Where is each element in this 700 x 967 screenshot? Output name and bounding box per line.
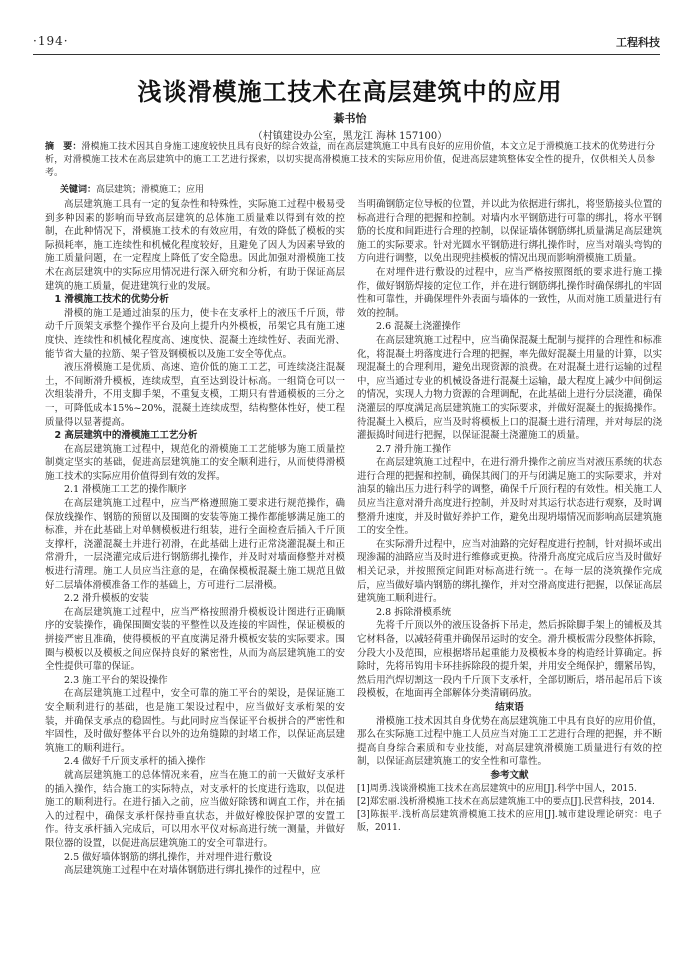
reference-item: [1]周勇.浅谈滑模施工技术在高层建筑中的应用[J].科学中国人，2015. (357, 783, 637, 794)
left-column (45, 198, 345, 878)
journal-section: 工程科技 (616, 36, 660, 49)
paragraph: 就高层建筑施工的总体情况来看，应当在施工的前一天做好支承杆的插入操作，结合施工的实际特点，对支承杆的长度进行选取，以促进施工的顺利进行。在进行插入之前，应当做好除锈和调直工作，并在插入的过程中，确保支承杆保持垂直状态，并做好橡胶保护罩的安置工作。待支承杆插入完成后，可以用水平仪对标高进行统一测量，并做好限位器的设置，以促进高层建筑施工的安全可靠进行。 (45, 769, 345, 849)
keywords-label: 关键词： (60, 185, 97, 195)
paragraph: 滑模施工技术因其自身优势在高层建筑施工中具有良好的应用价值，那么在实际施工过程中施工人员应当对施工工艺进行合理的把握，并不断提高自身综合素质和专业技能，对高层建筑滑模施工质量进行有效的控制，以保证高层建筑施工的安全性和可靠性。 (357, 715, 662, 768)
section-heading: 1 滑模施工技术的优势分析 (54, 294, 169, 306)
page-number: ·194· (33, 34, 69, 48)
paragraph: 在高层建筑施工过程中，安全可靠的施工平台的架设，是保证施工安全顺利进行的基础，也是施工架设过程中，应当做好支承桁架的安装，并确保支承点的稳固性。与此同时应当保证平台板拼合的严密性和牢固性，及时做好整体平台以外的边角缝隙的封堵工作，以保证高层建筑施工的顺利进行。 (45, 688, 345, 754)
subsection-heading: 2.6 混凝土浇灌操作 (376, 321, 461, 333)
paragraph: 先将千斤顶以外的液压设备拆下吊走，然后拆除脚手架上的铺板及其它材料备，以减轻荷重并确保吊运时的安全。滑升模板需分段整体拆除，分段大小及范围，应根据塔吊起重能力及模板本身的构造经计算确定。拆除时，先将吊钩用卡环挂拆除段的提升架，并用安全绳保护，绷紧吊钩，然后用汽焊切割这一段内千斤顶下支承杆，全部切断后，塔吊起吊后下该段模板，在地面再全部解体分类清刷码放。 (357, 620, 662, 700)
subsection-heading: 2.5 做好墙体钢筋的绑扎操作，并对埋件进行敷设 (64, 851, 273, 863)
abstract-text: 滑模施工技术因其自身施工速度较快且具有良好的综合效益，而在高层建筑施工中具有良好的应用价值，本文立足于滑模施工技术的优势进行分析，对滑模施工技术在高层建筑中的施工工艺进行探索，以切实提高滑模施工技术的实际应用价值，促进高层建筑整体安全性的提升，仅供相关人员参考。 (45, 142, 655, 178)
paragraph: 在高层建筑施工过程中，应当严格遵照施工要求进行规范操作，确保放线操作、钢筋的预留以及围圈的安装等施工操作都能够满足施工的标准，并在此基础上对单侧模板进行组装，进行全面检查后插入千斤顶支撑杆，浇灌混凝土并进行初滑，在此基础上进行正常浇灌混凝土和正常滑升，一层浇灌完成后进行钢筋绑扎操作，并及时对墙面修整并对模板进行清理。施工人员应当注意的是，在确保模板混凝土施工规范且做好二层墙体滑模准备工作的基础上，方可进行二层滑模。 (45, 498, 345, 591)
paragraph: 在高层建筑施工过程中，应当严格按照滑升模板设计图进行正确顺序的安装操作，确保围圈安装的平整性以及连接的牢固性，保证模板的拼接严密且准确，使得模板的平直度满足滑升模板安装的实际要求。围圈与模板以及模板之间应保持良好的紧密性，从而为高层建筑施工的安全性提供可靠的保证。 (45, 606, 345, 673)
paragraph: 液压滑模施工是优质、高速、造价低的施工工艺，可连续浇注混凝土，不间断滑升模板，连续成型，直至达到设计标高。一组筒仓可以一次组装滑升，不用支脚手架，不重复支模，工期只有普通模板的三分之一，可降低成本15%~20%，混凝土连续成型，结构整体性好，使工程质量得以显著提高。 (45, 362, 345, 428)
header-rule (33, 54, 660, 55)
reference-item: [2]郑宏丽.浅析滑模施工技术在高层建筑施工中的要点[J].民营科技，2014. (357, 796, 655, 807)
author-affiliation: （村镇建设办公室，黑龙江 海林 157100） (252, 131, 448, 142)
abstract (45, 141, 655, 180)
running-header (33, 30, 660, 52)
subsection-heading: 2.4 做好千斤顶支承杆的插入操作 (64, 756, 206, 768)
keywords (60, 184, 655, 196)
paragraph: 在高层建筑施工过程中，在进行滑升操作之前应当对液压系统的状态进行合理的把握和控制，确保其阀门的开与闭满足施工的实际要求，并对油泵的输出压力进行科学的调整，确保千斤顶行程的有效性。相关施工人员应当注意对滑升高度进行控制，并及时对其运行状态进行观察，及时调整滑升速度，并及时做好养护工作，避免出现坍塌情况而影响高层建筑施工的安全性。 (357, 457, 662, 537)
abstract-label: 摘 要： (45, 142, 82, 152)
subsection-heading: 2.3 施工平台的架设操作 (64, 674, 168, 686)
subsection-heading: 2.1 滑模施工工艺的操作顺序 (64, 484, 187, 496)
paragraph: 高层建筑施工具有一定的复杂性和特殊性，实际施工过程中极易受到多种因素的影响而导致高层建筑的总体施工质量难以得到有效的控制，在此种情况下，滑模施工技术的有效应用，有效的降低了模板的实际损耗率，施工连续性和机械化程度较好，且避免了因人为因素导致的施工质量问题，在一定程度上降低了安全隐患。因此加强对滑模施工技术在高层建筑中的实际应用情况进行深入研究和分析，有助于保证高层建筑的施工质量，促进建筑行业的发展。 (45, 199, 345, 292)
section-heading: 2 高层建筑中的滑模施工工艺分析 (54, 430, 198, 442)
subsection-heading: 2.7 滑升施工操作 (376, 443, 452, 455)
right-column (357, 198, 662, 835)
centered-heading: 参考文献 (490, 769, 529, 781)
article-author: 綦书怡 (333, 112, 367, 125)
subsection-heading: 2.2 滑升模板的安装 (64, 593, 149, 605)
paragraph: 在对埋件进行敷设的过程中，应当严格按照图纸的要求进行施工操作，做好钢筋焊接的定位工作，并在进行钢筋绑扎操作时确保绑扎的牢固性和可靠性，并确保埋件外表面与墙体的一致性，从而对施工质量进行有效的控制。 (357, 266, 662, 319)
paragraph: 在高层建筑施工过程中，规范化的滑模施工工艺能够为施工质量控制奠定坚实的基础，促进高层建筑施工的安全顺利进行，从而使得滑模施工技术的实际应用价值得到有效的发挥。 (45, 443, 345, 482)
paragraph: 在实际滑升过程中，应当对油路的完好程度进行控制，针对损坏或出现渗漏的油路应当及时进行维修或更换。待滑升高度完成后应当及时做好相关记录，并按照预定间距对标高进行统一。在每一层的浇筑操作完成后，应当做好墙内钢筋的绑扎操作，并对空滑高度进行把握，以保证高层建筑施工顺利进行。 (357, 538, 662, 605)
paragraph: 在高层建筑施工过程中，应当确保混凝土配制与搅拌的合理性和标准化，将混凝土坍落度进行合理的把握，率先做好混凝土用量的计算，以实现混凝土的合理利用，避免出现资源的浪费。在对混凝土进行运输的过程中，应当通过专业的机械设备进行混凝土运输，最大程度上减少中间倒运的情况，实现人力物力资源的合理调配，在此基础上进行分层浇灌，确保浇灌层的厚度满足高层建筑施工的实际要求，并做好混凝土的振捣操作。待混凝土入模后，应当及时将模板上口的混凝土进行清理，并对每层的浇灌振捣时间进行把握，以保证混凝土浇灌施工的质量。 (357, 334, 662, 442)
centered-heading: 结束语 (495, 701, 524, 713)
paragraph: 高层建筑施工过程中在对墙体钢筋进行绑扎操作的过程中，应 (64, 865, 321, 877)
paragraph: 滑模的施工是通过油泵的压力，使卡在支承杆上的液压千斤顶，带动千斤顶架支承整个操作平台及向上提升内外模板，吊架它具有施工速度快、连续性和机械化程度高、速度快、混凝土连续性好、表面光滑、能节省大量的拉筋、架子管及钢模板以及施工安全等优点。 (45, 307, 345, 360)
reference-item: [3]陈振平.浅析高层建筑滑模施工技术的应用[J].城市建设理论研究：电子版，2011. (357, 809, 662, 833)
keywords-text: 高层建筑；滑模施工；应用 (96, 185, 205, 195)
subsection-heading: 2.8 拆除滑模系统 (376, 606, 452, 618)
article-title: 浅谈滑模施工技术在高层建筑中的应用 (137, 77, 563, 106)
paragraph: 当明确钢筋定位导板的位置，并以此为依据进行绑扎，将竖筋接头位置的标高进行合理的把握和控制。对墙内水平钢筋进行可靠的绑扎，将水平钢筋的长度和间距进行合理的控制，以保证墙体钢筋绑扎质量满足高层建筑施工的实际要求。针对光圆水平钢筋进行绑扎操作时，应当对端头弯钩的方向进行调整，以免出现兜挂模板的情况出现而影响滑模施工质量。 (357, 199, 662, 265)
